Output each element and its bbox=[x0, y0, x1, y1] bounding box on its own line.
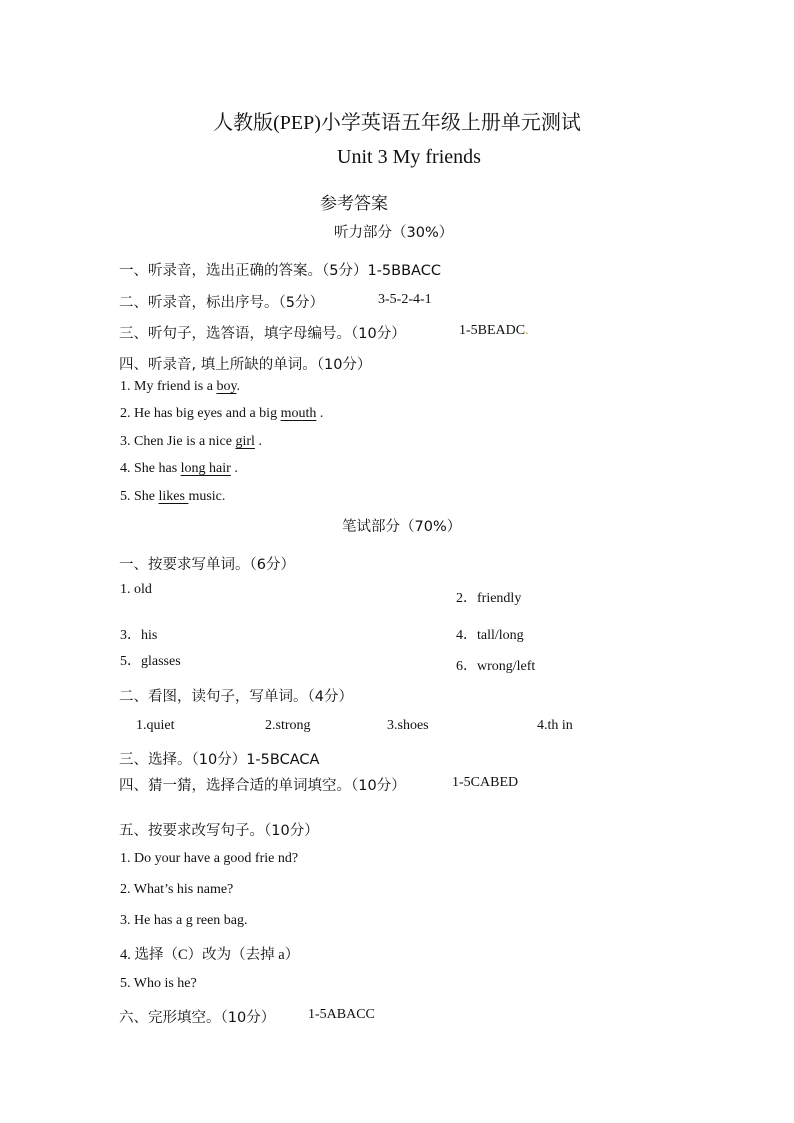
writing-q5: 五、按要求改写句子。（10分） bbox=[119, 823, 319, 839]
list-item: 2. What’s his name? bbox=[120, 882, 234, 897]
list-item: 4. 选择（C）改为（去掉 a） bbox=[120, 947, 300, 963]
list-item: 2. He has big eyes and a big mouth . bbox=[120, 406, 324, 421]
writing-q4: 四、猜一猜，选择合适的单词填空。（10分） bbox=[119, 778, 406, 794]
writing-q1-answer-4: 4．tall/long bbox=[456, 628, 524, 643]
writing-q1-answer-6: 6．wrong/left bbox=[456, 659, 536, 674]
listening-q3: 三、听句子，选答语，填字母编号。（10分） bbox=[119, 326, 406, 342]
writing-q2-answer-1: 1.quiet bbox=[136, 718, 175, 733]
writing-q3: 三、选择。（10分）1-5BCACA bbox=[119, 752, 320, 768]
unit-title: Unit 3 My friends bbox=[337, 146, 481, 168]
listening-q4: 四、听录音, 填上所缺的单词。（10分） bbox=[119, 357, 372, 373]
listening-q2-answer: 3-5-2-4-1 bbox=[378, 292, 432, 307]
listening-q2: 二、听录音，标出序号。（5分） bbox=[119, 295, 324, 311]
list-item: 5. Who is he? bbox=[120, 976, 197, 991]
writing-q1-answer-5: 5．glasses bbox=[120, 654, 181, 669]
listening-q3-answer: 1-5BEADC. bbox=[459, 323, 529, 338]
document-title: 人教版(PEP)小学英语五年级上册单元测试 bbox=[213, 112, 581, 134]
answer-key-heading: 参考答案 bbox=[320, 194, 388, 214]
writing-q1-answer-1: 1. old bbox=[120, 582, 152, 597]
list-item: 1. My friend is a boy. bbox=[120, 379, 241, 394]
writing-q1-answer-2: 2．friendly bbox=[456, 591, 522, 606]
writing-q2-answer-4: 4.th in bbox=[537, 718, 573, 733]
listening-q1: 一、听录音，选出正确的答案。（5分）1-5BBACC bbox=[119, 263, 441, 279]
list-item: 3. He has a g reen bag. bbox=[120, 913, 248, 928]
writing-q2-answer-2: 2.strong bbox=[265, 718, 311, 733]
list-item: 4. She has long hair . bbox=[120, 461, 238, 476]
writing-q6-answer: 1-5ABACC bbox=[308, 1007, 375, 1022]
list-item: 3. Chen Jie is a nice girl . bbox=[120, 434, 262, 449]
writing-q4-answer: 1-5CABED bbox=[452, 775, 519, 790]
writing-heading: 笔试部分（70%） bbox=[342, 519, 462, 535]
writing-q1: 一、按要求写单词。（6分） bbox=[119, 557, 295, 573]
writing-q6: 六、完形填空。（10分） bbox=[119, 1010, 276, 1026]
writing-q2-answer-3: 3.shoes bbox=[387, 718, 429, 733]
list-item: 1. Do your have a good frie nd? bbox=[120, 851, 299, 866]
list-item: 5. She likes music. bbox=[120, 489, 226, 504]
writing-q2: 二、看图，读句子，写单词。（4分） bbox=[119, 689, 353, 705]
writing-q1-answer-3: 3．his bbox=[120, 628, 158, 643]
listening-heading: 听力部分（30%） bbox=[334, 225, 454, 241]
